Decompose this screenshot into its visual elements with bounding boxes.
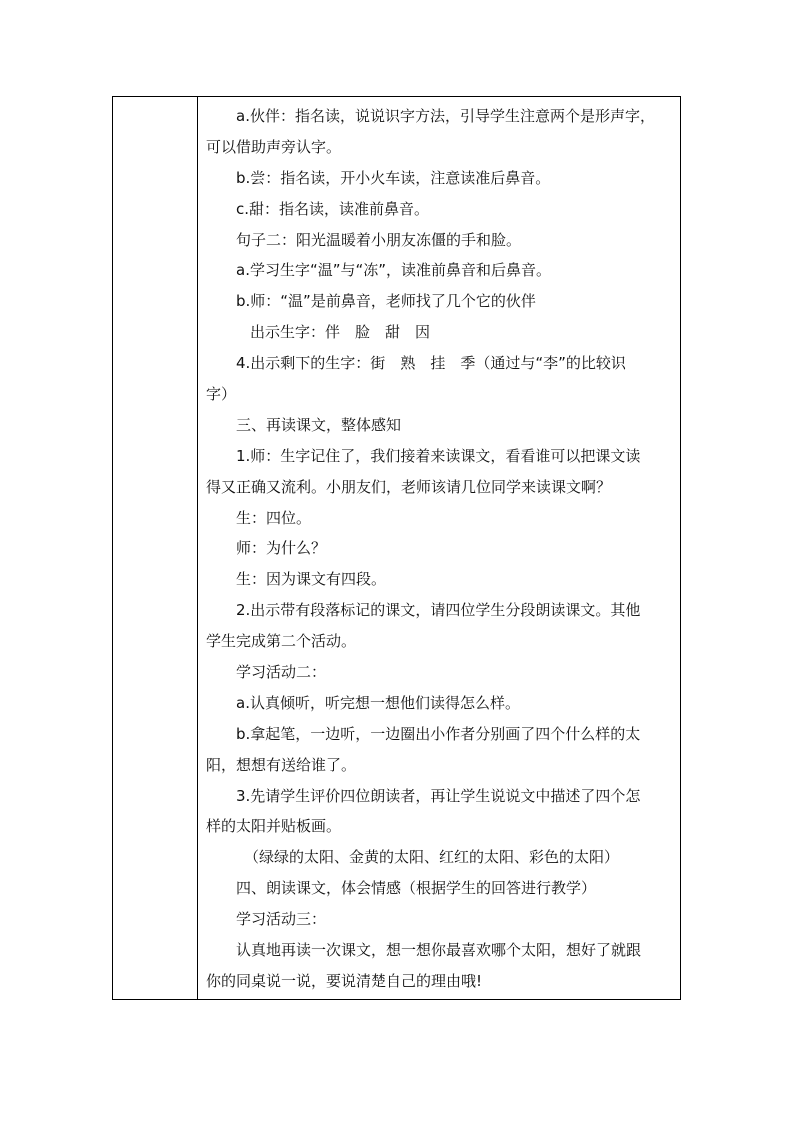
text-line: 1.师：生字记住了，我们接着来读课文，看看谁可以把课文读 — [236, 446, 641, 465]
text-line: b.师：“温”是前鼻音，老师找了几个它的伙伴 — [236, 292, 536, 311]
lesson-table — [112, 96, 681, 1000]
activity-heading: 学习活动三： — [236, 910, 327, 929]
section-heading: 三、再读课文，整体感知 — [236, 415, 402, 434]
text-line: a.伙伴：指名读，说说识字方法，引导学生注意两个是形声字， — [236, 107, 655, 125]
table-left-column — [113, 97, 198, 999]
text-line: （绿绿的太阳、金黄的太阳、红红的太阳、彩色的太阳） — [244, 848, 620, 867]
text-line: c.甜：指名读，读准前鼻音。 — [236, 199, 430, 218]
text-line: b.尝：指名读，开小火车读，注意读准后鼻音。 — [236, 168, 551, 187]
text-line: 2.出示带有段落标记的课文，请四位学生分段朗读课文。其他 — [236, 601, 641, 620]
text-line: 生：因为课文有四段。 — [236, 570, 387, 589]
text-line: 4.出示剩下的生字：街 熟 挂 季（通过与“李”的比较识 — [236, 354, 626, 373]
text-line: 句子二：阳光温暖着小朋友冻僵的手和脸。 — [236, 230, 522, 249]
text-line: 可以借助声旁认字。 — [206, 137, 342, 156]
text-line: a.学习生字“温”与“冻”，读准前鼻音和后鼻音。 — [236, 261, 552, 280]
text-line: 阳，想想有送给谁了。 — [206, 755, 357, 774]
text-line: a.认真倾听，听完想一想他们读得怎么样。 — [236, 693, 520, 712]
text-line: 认真地再读一次课文，想一想你最喜欢哪个太阳，想好了就跟 — [236, 941, 642, 960]
section-heading: 四、朗读课文，体会情感（根据学生的回答进行教学） — [236, 879, 597, 898]
activity-heading: 学习活动二： — [236, 663, 327, 682]
text-line: 样的太阳并贴板画。 — [206, 817, 342, 836]
text-line: 生：四位。 — [236, 508, 312, 527]
text-line: 得又正确又流利。小朋友们，老师该请几位同学来读课文啊？ — [206, 477, 612, 496]
text-line: 出示生字：伴 脸 甜 因 — [250, 323, 431, 342]
lesson-content-cell — [198, 97, 680, 999]
text-line: 字） — [206, 385, 237, 404]
text-line: 你的同桌说一说，要说清楚自己的理由哦! — [206, 971, 483, 990]
text-line: 3.先请学生评价四位朗读者，再让学生说说文中描述了四个怎 — [236, 786, 641, 805]
text-line: 师：为什么？ — [236, 539, 327, 558]
text-line: b.拿起笔，一边听，一边圈出小作者分别画了四个什么样的太 — [236, 724, 641, 743]
text-line: 学生完成第二个活动。 — [206, 632, 357, 651]
